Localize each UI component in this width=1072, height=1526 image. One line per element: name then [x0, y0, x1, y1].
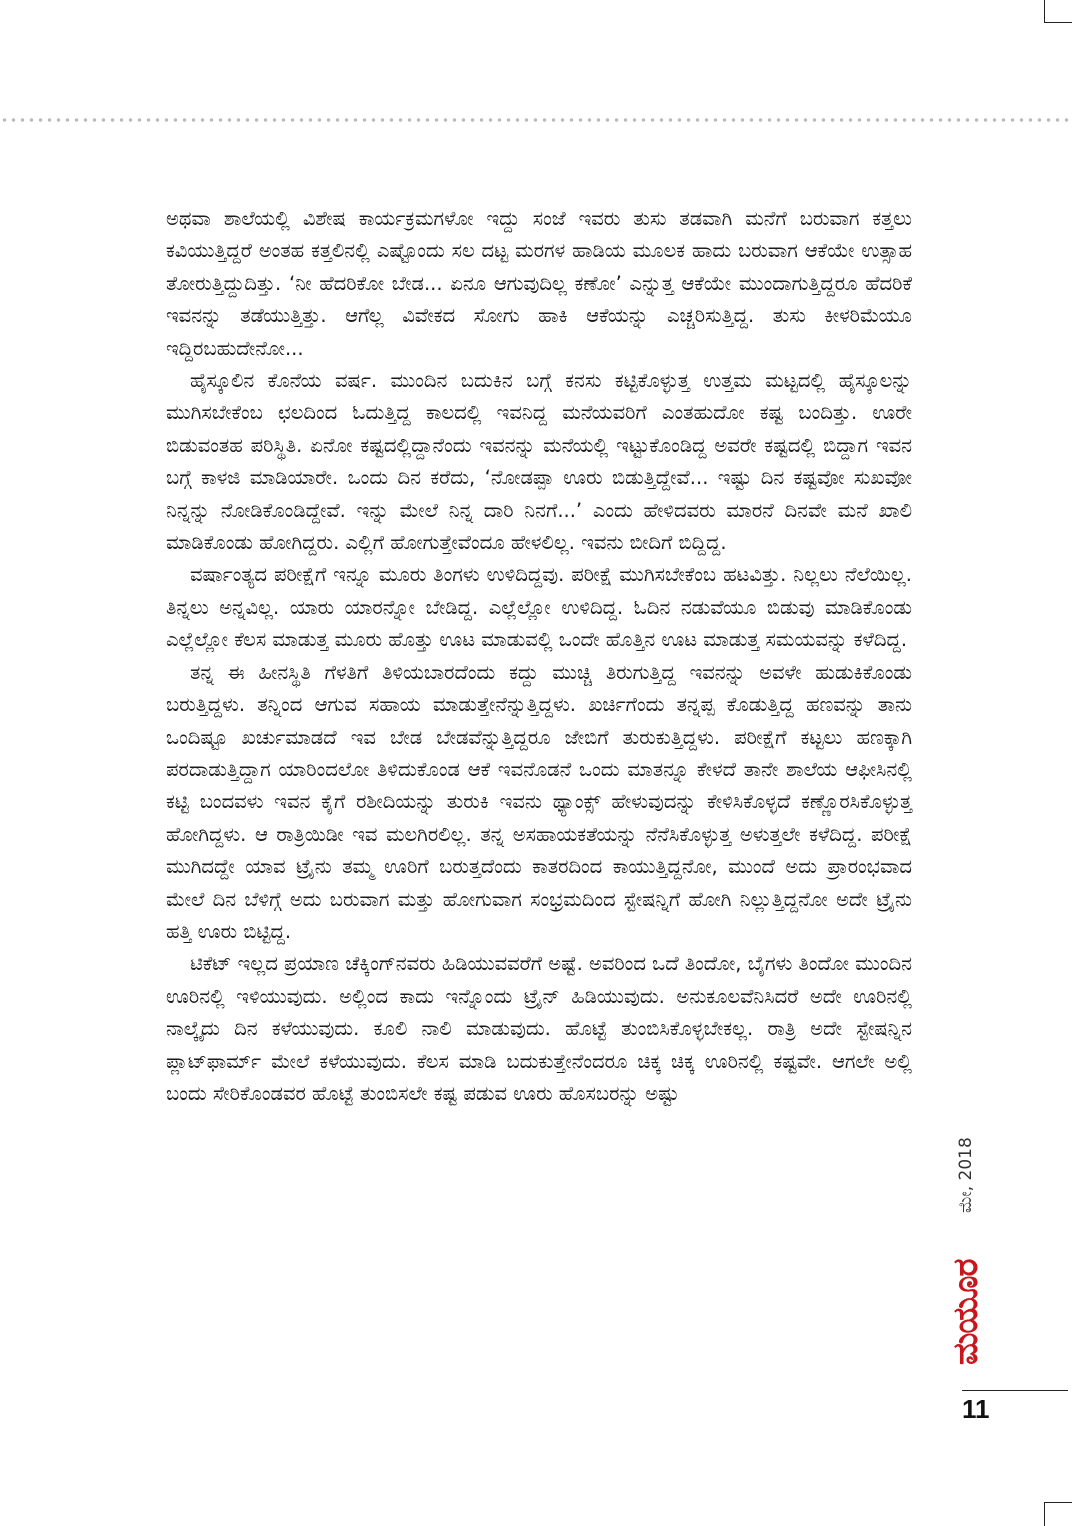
issue-date: ಮೇ, 2018 — [956, 1137, 976, 1213]
magazine-logo: ಮಯೂರ — [946, 1259, 986, 1365]
paragraph-4: ತನ್ನ ಈ ಹೀನಸ್ಥಿತಿ ಗೆಳತಿಗೆ ತಿಳಿಯಬಾರದೆಂದು ಕದ್ದು ಮುಚ್ಚಿ ತಿರುಗುತ್ತಿದ್ದ ಇವನನ್ನು ಅವಳೇ ಹುಡುಕಿಕೊಂಡು ಬರುತ್ತಿದ್ದಳು. ತನ್ನಿಂದ ಆಗುವ ಸಹಾಯ ಮಾಡುತ್ತೇನೆನ್ನುತ್ತಿದ್ದಳು. ಖರ್ಚಿಗೆಂದು ತನ್ನಪ್ಪ ಕೊಡುತ್ತಿದ್ದ ಹಣವನ್ನು ತಾನು ಒಂದಿಷ್ಟೂ ಖರ್ಚುಮಾಡದೆ ಇವ ಬೇಡ ಬೇಡವೆನ್ನುತ್ತಿದ್ದರೂ ಜೇಬಿಗೆ ತುರುಕುತ್ತಿದ್ದಳು. ಪರೀಕ್ಷೆಗೆ ಕಟ್ಟಲು ಹಣಕ್ಕಾಗಿ ಪರದಾಡುತ್ತಿದ್ದಾಗ ಯಾರಿಂದಲೋ ತಿಳಿದುಕೊಂಡ ಆಕೆ ಇವನೊಡನೆ ಒಂದು ಮಾತನ್ನೂ ಕೇಳದೆ ತಾನೇ ಶಾಲೆಯ ಆಫೀಸಿನಲ್ಲಿ ಕಟ್ಟಿ ಬಂದವಳು ಇವನ ಕೈಗೆ ರಶೀದಿಯನ್ನು ತುರುಕಿ ಇವನು ಥ್ಯಾಂಕ್ಸ್ ಹೇಳುವುದನ್ನು ಕೇಳಿಸಿಕೊಳ್ಳದೆ ಕಣ್ಣೊರಸಿಕೊಳ್ಳುತ್ತ ಹೋಗಿದ್ದಳು. ಆ ರಾತ್ರಿಯಿಡೀ ಇವ ಮಲಗಿರಲಿಲ್ಲ. ತನ್ನ ಅಸಹಾಯಕತೆಯನ್ನು ನೆನೆಸಿಕೊಳ್ಳುತ್ತ ಅಳುತ್ತಲೇ ಕಳೆದಿದ್ದ. ಪರೀಕ್ಷೆ ಮುಗಿದದ್ದೇ ಯಾವ ಟ್ರೈನು ತಮ್ಮ ಊರಿಗೆ ಬರುತ್ತದೆಂದು ಕಾತರದಿಂದ ಕಾಯುತ್ತಿದ್ದನೋ, ಮುಂದೆ ಅದು ಪ್ರಾರಂಭವಾದ ಮೇಲೆ ದಿನ ಬೆಳಿಗ್ಗೆ ಅದು ಬರುವಾಗ ಮತ್ತು ಹೋಗುವಾಗ ಸಂಭ್ರಮದಿಂದ ಸ್ಟೇಷನ್ನಿಗೆ ಹೋಗಿ ನಿಲ್ಲುತ್ತಿದ್ದನೋ ಅದೇ ಟ್ರೈನು ಹತ್ತಿ ಊರು ಬಿಟ್ಟಿದ್ದ. — [166, 660, 912, 943]
dotted-header-rule — [0, 117, 1072, 123]
crop-mark-top — [1044, 0, 1072, 23]
paragraph-2: ಹೈಸ್ಕೂಲಿನ ಕೊನೆಯ ವರ್ಷ. ಮುಂದಿನ ಬದುಕಿನ ಬಗ್ಗೆ ಕನಸು ಕಟ್ಟಿಕೊಳ್ಳುತ್ತ ಉತ್ತಮ ಮಟ್ಟದಲ್ಲಿ ಹೈಸ್ಕೂಲನ್ನು ಮುಗಿಸಬೇಕೆಂಬ ಛಲದಿಂದ ಓದುತ್ತಿದ್ದ ಕಾಲದಲ್ಲಿ ಇವನಿದ್ದ ಮನೆಯವರಿಗೆ ಎಂತಹುದೋ ಕಷ್ಟ ಬಂದಿತ್ತು. ಊರೇ ಬಿಡುವಂತಹ ಪರಿಸ್ಥಿತಿ. ಏನೋ ಕಷ್ಟದಲ್ಲಿದ್ದಾನೆಂದು ಇವನನ್ನು ಮನೆಯಲ್ಲಿ ಇಟ್ಟುಕೊಂಡಿದ್ದ ಅವರೇ ಕಷ್ಟದಲ್ಲಿ ಬಿದ್ದಾಗ ಇವನ ಬಗ್ಗೆ ಕಾಳಜಿ ಮಾಡಿಯಾರೇ. ಒಂದು ದಿನ ಕರೆದು, ‘ನೋಡಪ್ಪಾ ಊರು ಬಿಡುತ್ತಿದ್ದೇವೆ... ಇಷ್ಟು ದಿನ ಕಷ್ಟವೋ ಸುಖವೋ ನಿನ್ನನ್ನು ನೋಡಿಕೊಂಡಿದ್ದೇವೆ. ಇನ್ನು ಮೇಲೆ ನಿನ್ನ ದಾರಿ ನಿನಗೆ...’ ಎಂದು ಹೇಳಿದವರು ಮಾರನೆ ದಿನವೇ ಮನೆ ಖಾಲಿ ಮಾಡಿಕೊಂಡು ಹೋಗಿದ್ದರು. ಎಲ್ಲಿಗೆ ಹೋಗುತ್ತೇವೆಂದೂ ಹೇಳಲಿಲ್ಲ. ಇವನು ಬೀದಿಗೆ ಬಿದ್ದಿದ್ದ. — [166, 369, 912, 555]
paragraph-1: ಅಥವಾ ಶಾಲೆಯಲ್ಲಿ ವಿಶೇಷ ಕಾರ್ಯಕ್ರಮಗಳೋ ಇದ್ದು ಸಂಜೆ ಇವರು ತುಸು ತಡವಾಗಿ ಮನೆಗೆ ಬರುವಾಗ ಕತ್ತಲು ಕವಿಯುತ್ತಿದ್ದರೆ ಅಂತಹ ಕತ್ತಲಿನಲ್ಲಿ ಎಷ್ಟೊಂದು ಸಲ ದಟ್ಟ ಮರಗಳ ಹಾಡಿಯ ಮೂಲಕ ಹಾದು ಬರುವಾಗ ಆಕೆಯೇ ಉತ್ಸಾಹ ತೋರುತ್ತಿದ್ದುದಿತ್ತು. ‘ನೀ ಹೆದರಿಕೋ ಬೇಡ... ಏನೂ ಆಗುವುದಿಲ್ಲ ಕಣೋ’ ಎನ್ನುತ್ತ ಆಕೆಯೇ ಮುಂದಾಗುತ್ತಿದ್ದರೂ ಹೆದರಿಕೆ ಇವನನ್ನು ತಡೆಯುತ್ತಿತ್ತು. ಆಗೆಲ್ಲ ವಿವೇಕದ ಸೋಗು ಹಾಕಿ ಆಕೆಯನ್ನು ಎಚ್ಚರಿಸುತ್ತಿದ್ದ. ತುಸು ಕೀಳರಿಮೆಯೂ ಇದ್ದಿರಬಹುದೇನೋ... — [166, 207, 912, 360]
paragraph-5: ಟಿಕೆಟ್ ಇಲ್ಲದ ಪ್ರಯಾಣ ಚೆಕ್ಕಿಂಗ್‌ನವರು ಹಿಡಿಯುವವರೆಗೆ ಅಷ್ಟೆ. ಅವರಿಂದ ಒದೆ ತಿಂದೋ, ಬೈಗಳು ತಿಂದೋ ಮುಂದಿನ ಊರಿನಲ್ಲಿ ಇಳಿಯುವುದು. ಅಲ್ಲಿಂದ ಕಾದು ಇನ್ನೊಂದು ಟ್ರೈನ್ ಹಿಡಿಯುವುದು. ಅನುಕೂಲವೆನಿಸಿದರೆ ಅದೇ ಊರಿನಲ್ಲಿ ನಾಲ್ಕೈದು ದಿನ ಕಳೆಯುವುದು. ಕೂಲಿ ನಾಲಿ ಮಾಡುವುದು. ಹೊಟ್ಟೆ ತುಂಬಿಸಿಕೊಳ್ಳಬೇಕಲ್ಲ. ರಾತ್ರಿ ಅದೇ ಸ್ಟೇಷನ್ನಿನ ಪ್ಲಾಟ್‌ಫಾರ್ಮ್ ಮೇಲೆ ಕಳೆಯುವುದು. ಕೆಲಸ ಮಾಡಿ ಬದುಕುತ್ತೇನೆಂದರೂ ಚಿಕ್ಕ ಚಿಕ್ಕ ಊರಿನಲ್ಲಿ ಕಷ್ಟವೇ. ಆಗಲೇ ಅಲ್ಲಿ ಬಂದು ಸೇರಿಕೊಂಡವರ ಹೊಟ್ಟೆ ತುಂಬಿಸಲೇ ಕಷ್ಟ ಪಡುವ ಊರು ಹೊಸಬರನ್ನು ಅಷ್ಟು — [166, 952, 912, 1105]
page-number: 11 — [962, 1394, 990, 1424]
folio-rule — [962, 1390, 1068, 1391]
article-body — [166, 203, 912, 1110]
margin-masthead — [946, 1135, 986, 1397]
crop-mark-bottom — [1044, 1502, 1072, 1526]
paragraph-3: ವರ್ಷಾಂತ್ಯದ ಪರೀಕ್ಷೆಗೆ ಇನ್ನೂ ಮೂರು ತಿಂಗಳು ಉಳಿದಿದ್ದವು. ಪರೀಕ್ಷೆ ಮುಗಿಸಬೇಕೆಂಬ ಹಟವಿತ್ತು. ನಿಲ್ಲಲು ನೆಲೆಯಿಲ್ಲ. ತಿನ್ನಲು ಅನ್ನವಿಲ್ಲ. ಯಾರು ಯಾರನ್ನೋ ಬೇಡಿದ್ದ. ಎಲ್ಲೆಲ್ಲೋ ಉಳಿದಿದ್ದ. ಓದಿನ ನಡುವೆಯೂ ಬಿಡುವು ಮಾಡಿಕೊಂಡು ಎಲ್ಲೆಲ್ಲೋ ಕೆಲಸ ಮಾಡುತ್ತ ಮೂರು ಹೊತ್ತು ಊಟ ಮಾಡುವಲ್ಲಿ ಒಂದೇ ಹೊತ್ತಿನ ಊಟ ಮಾಡುತ್ತ ಸಮಯವನ್ನು ಕಳೆದಿದ್ದ. — [166, 563, 912, 652]
